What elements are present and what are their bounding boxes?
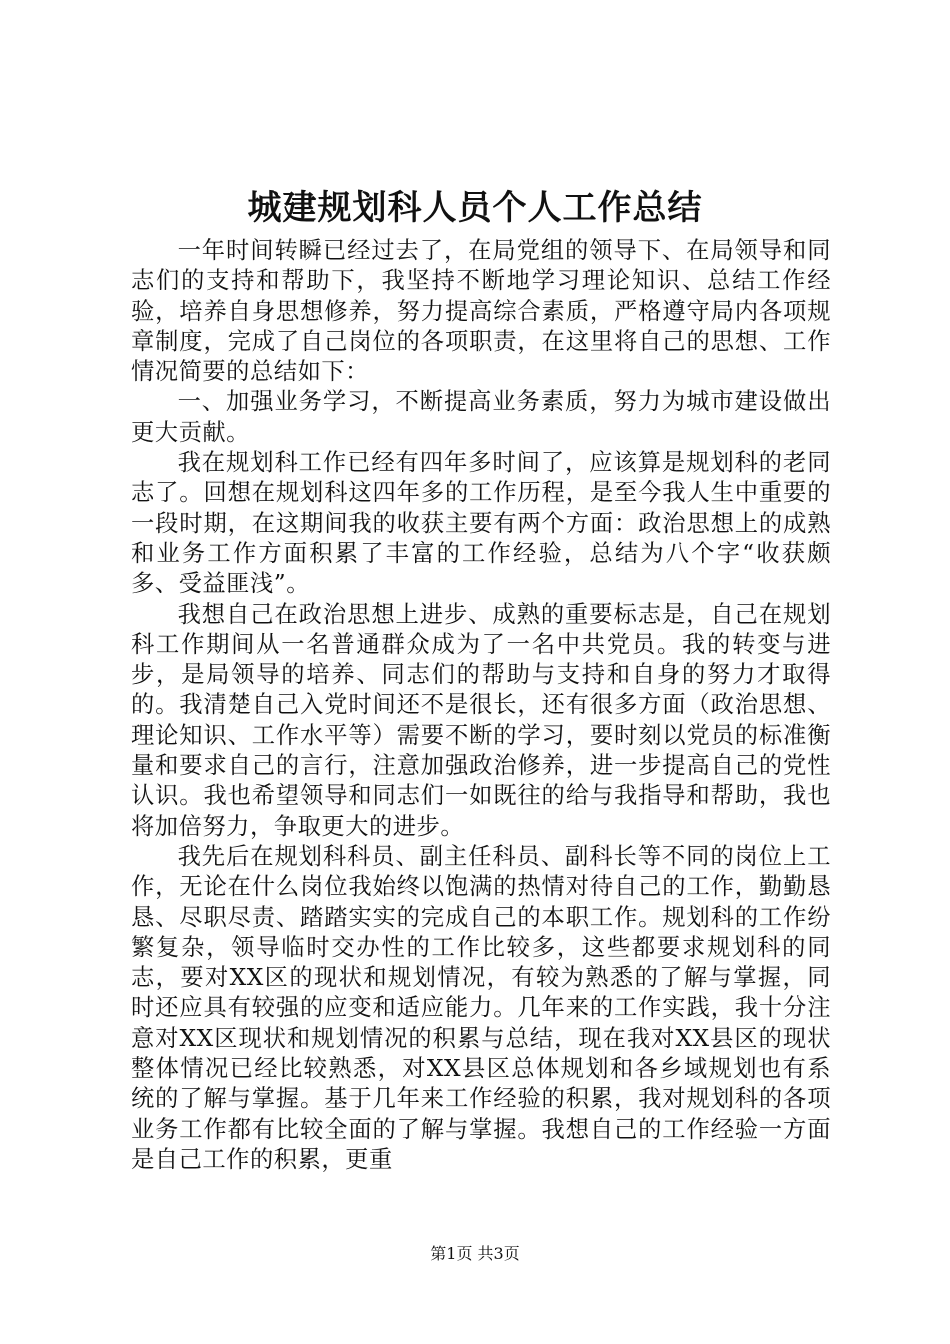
document-body [131,236,831,1175]
page-footer: 第1页 共3页 [430,1244,520,1263]
paragraph-experience: 我在规划科工作已经有四年多时间了，应该算是规划科的老同志了。回想在规划科这四年多的工作历程，是至今我人生中重要的一段时期，在这期间我的收获主要有两个方面：政治思想上的成熟和业务工作方面积累了丰富的工作经验，总结为八个字“收获颇多、受益匪浅”。 [131,449,831,598]
document-title: 城建规划科人员个人工作总结 [247,188,703,228]
paragraph-intro: 一年时间转瞬已经过去了，在局党组的领导下、在局领导和同志们的支持和帮助下，我坚持不断地学习理论知识、总结工作经验，培养自身思想修养，努力提高综合素质，严格遵守局内各项规章制度，完成了自己岗位的各项职责，在这里将自己的思想、工作情况简要的总结如下： [131,237,831,386]
paragraph-work-positions: 我先后在规划科科员、副主任科员、副科长等不同的岗位上工作，无论在什么岗位我始终以饱满的热情对待自己的工作，勤勤恳恳、尽职尽责、踏踏实实的完成自己的本职工作。规划科的工作纷繁复杂，领导临时交办性的工作比较多，这些都要求规划科的同志，要对XX区的现状和规划情况，有较为熟悉的了解与掌握，同时还应具有较强的应变和适应能力。几年来的工作实践，我十分注意对XX区现状和规划情况的积累与总结，现在我对XX县区的现状整体情况已经比较熟悉，对XX县区总体规划和各乡域规划也有系统的了解与掌握。基于几年来工作经验的积累，我对规划科的各项业务工作都有比较全面的了解与掌握。我想自己的工作经验一方面是自己工作的积累，更重 [131,842,831,1173]
paragraph-political-progress: 我想自己在政治思想上进步、成熟的重要标志是，自己在规划科工作期间从一名普通群众成为了一名中共党员。我的转变与进步，是局领导的培养、同志们的帮助与支持和自身的努力才取得的。我清楚自己入党时间还不是很长，还有很多方面（政治思想、理论知识、工作水平等）需要不断的学习，要时刻以党员的标准衡量和要求自己的言行，注意加强政治修养，进一步提高自己的党性认识。我也希望领导和同志们一如既往的给与我指导和帮助，我也将加倍努力，争取更大的进步。 [131,600,831,840]
paragraph-section-heading: 一、加强业务学习，不断提高业务素质，努力为城市建设做出更大贡献。 [131,388,831,446]
